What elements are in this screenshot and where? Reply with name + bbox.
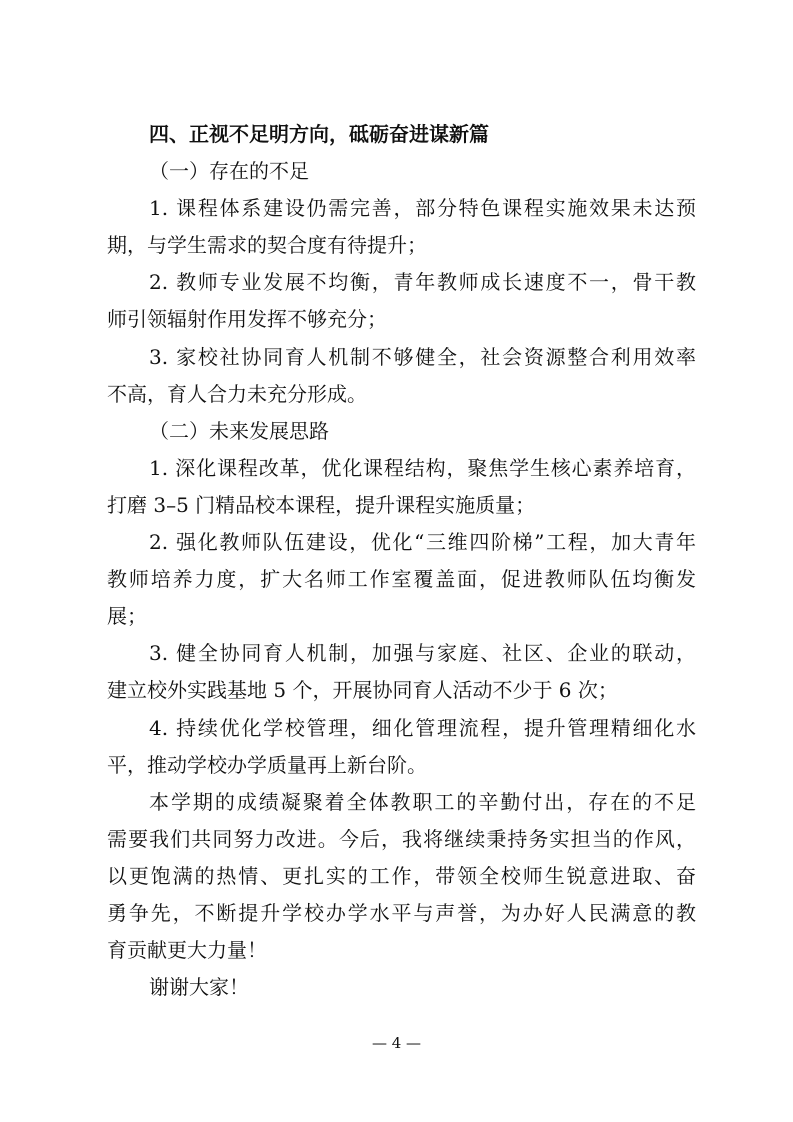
text-line: 3. 家校社协同育人机制不够健全，社会资源整合利用效率 — [149, 344, 696, 369]
paragraph — [107, 524, 696, 635]
text-line: 不高，育人合力未充分形成。 — [107, 381, 367, 406]
text-line: 需要我们共同努力改进。今后，我将继续秉持务实担当的作风， — [107, 826, 696, 851]
text-line: 展； — [107, 604, 147, 629]
paragraph — [107, 784, 696, 969]
text-line: 4. 持续优化学校管理，细化管理流程，提升管理精细化水 — [149, 715, 696, 740]
text-line: 以更饱满的热情、更扎实的工作，带领全校师生锐意进取、奋 — [107, 863, 696, 888]
text-line: 平，推动学校办学质量再上新台阶。 — [107, 752, 427, 777]
closing-line: 谢谢大家！ — [149, 975, 249, 1000]
paragraph — [107, 450, 696, 524]
paragraph — [107, 190, 696, 264]
text-line: 师引领辐射作用发挥不够充分； — [107, 307, 387, 332]
text-line: 1. 课程体系建设仍需完善，部分特色课程实施效果未达预 — [149, 196, 696, 221]
text-line: 本学期的成绩凝聚着全体教职工的辛勤付出，存在的不足 — [149, 789, 696, 814]
text-line: 2. 教师专业发展不均衡，青年教师成长速度不一，骨干教 — [149, 270, 696, 295]
paragraph — [107, 339, 696, 413]
paragraph — [107, 710, 696, 784]
text-line: 打磨 3–5 门精品校本课程，提升课程实施质量； — [107, 492, 536, 517]
page-number: — 4 — — [371, 1034, 422, 1052]
text-line: 建立校外实践基地 5 个，开展协同育人活动不少于 6 次； — [107, 678, 618, 703]
text-line: 教师培养力度，扩大名师工作室覆盖面，促进教师队伍均衡发 — [107, 567, 696, 592]
section-heading: 四、正视不足明方向，砥砺奋进谋新篇 — [149, 122, 489, 146]
paragraph — [107, 264, 696, 338]
text-line: 2. 强化教师队伍建设，优化“三维四阶梯”工程，加大青年 — [149, 530, 696, 555]
paragraph — [107, 635, 696, 709]
document-body — [107, 116, 696, 1006]
text-line: 3. 健全协同育人机制，加强与家庭、社区、企业的联动， — [149, 641, 696, 666]
text-line: 勇争先，不断提升学校办学水平与声誉，为办好人民满意的教 — [107, 900, 696, 925]
subheading-future: （二）未来发展思路 — [149, 418, 329, 443]
text-line: 1. 深化课程改革，优化课程结构，聚焦学生核心素养培育， — [149, 455, 696, 480]
text-line: 育贡献更大力量！ — [107, 938, 267, 963]
subheading-shortcomings: （一）存在的不足 — [149, 159, 309, 184]
text-line: 期，与学生需求的契合度有待提升； — [107, 233, 427, 258]
